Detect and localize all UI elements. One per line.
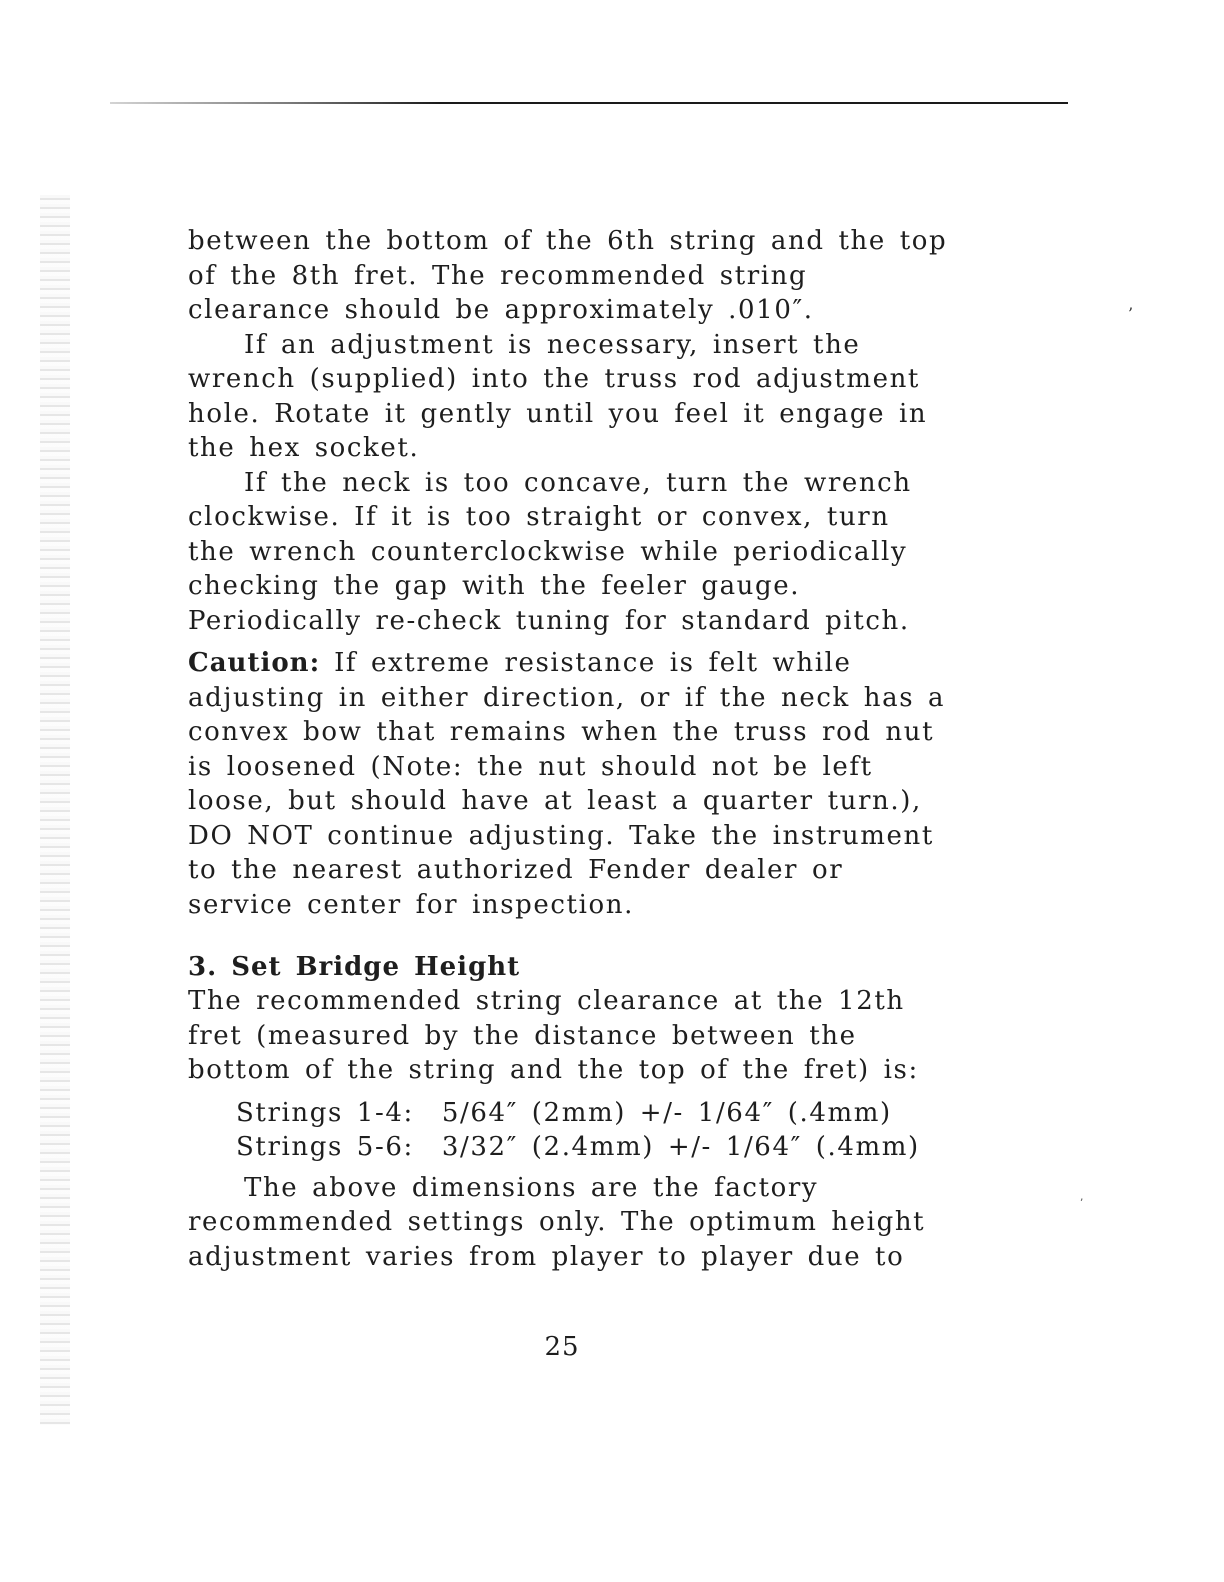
spec-row: [236, 1130, 920, 1165]
continuation-paragraph: between the bottom of the 6th string and the top of the 8th fret. The recommended string clearance should be approximately .010″.: [188, 226, 948, 325]
section-intro: The recommended string clearance at the 12th fret (measured by the distance between the bottom of the string and the top of the fret) is:: [188, 986, 919, 1085]
caution-paragraph: [188, 646, 948, 922]
page-number: 25: [544, 1332, 580, 1362]
spec-row: [236, 1096, 920, 1131]
page-body: [188, 224, 948, 1274]
spec-value: 3/32″ (2.4mm) +/- 1/64″ (.4mm): [441, 1132, 920, 1162]
header-rule: [110, 102, 1068, 104]
speck-mark: ’: [1128, 304, 1134, 323]
concave-paragraph: If the neck is too concave, turn the wrench clockwise. If it is too straight or convex, turn the wrench counterclockwise while periodically checking the gap with the feeler gauge. Periodically re-check tuning for standard pitch.: [188, 467, 912, 636]
section-heading: 3. Set Bridge Height: [188, 952, 521, 982]
spec-label: Strings 5-6:: [236, 1132, 414, 1162]
spec-label: Strings 1-4:: [236, 1097, 414, 1128]
caution-text: If extreme resistance is felt while adjusting in either direction, or if the neck has a convex bow that remains when the truss rod nut is loosened (Note: the nut should not be left loose, but should have at least a quarter turn.), DO NOT continue adjusting. Take the instrument to the nearest authorized Fender dealer or service center for inspection.: [188, 648, 946, 920]
closing-paragraph: The above dimensions are the factory recommended settings only. The optimum height adjustment varies from player to player due to: [188, 1172, 926, 1272]
binding-shadow: [40, 195, 70, 1425]
adjustment-paragraph: If an adjustment is necessary, insert the wrench (supplied) into the truss rod adjustment hole. Rotate it gently until you feel it engage in the hex socket.: [188, 329, 928, 463]
caution-label: Caution:: [188, 648, 321, 678]
spec-value: 5/64″ (2mm) +/- 1/64″ (.4mm): [441, 1097, 892, 1128]
speck-mark: ’: [1080, 1198, 1084, 1209]
spec-table: [236, 1096, 920, 1165]
